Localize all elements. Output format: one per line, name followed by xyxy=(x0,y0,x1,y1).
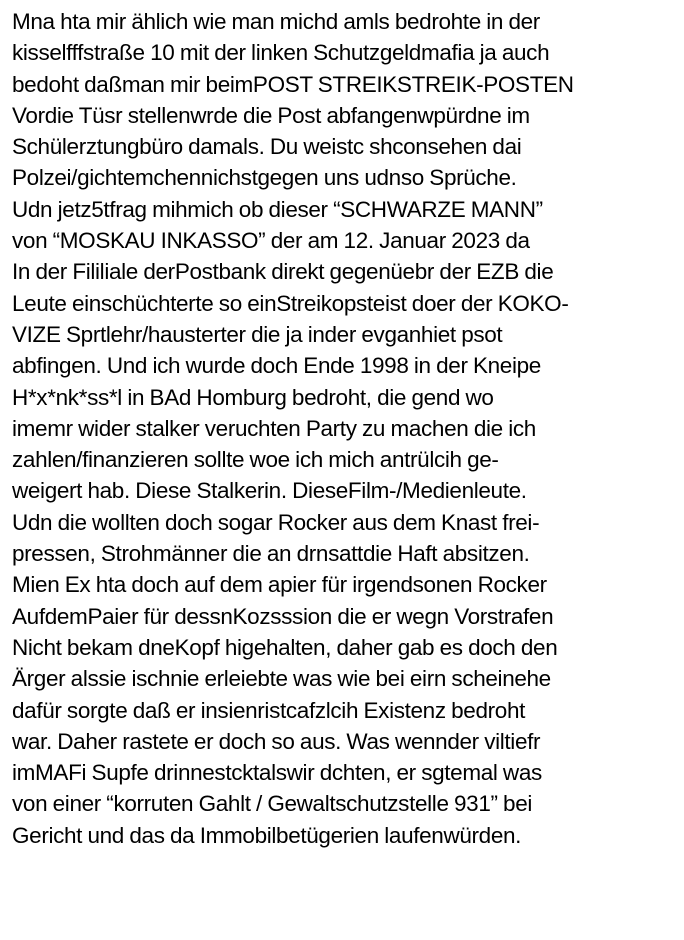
body-text xyxy=(12,6,676,851)
text-line: Leute einschüchterte so einStreikopsteist doer der KOKO- xyxy=(12,290,569,316)
text-line: war. Daher rastete er doch so aus. Was wennder viltiefr xyxy=(12,728,541,754)
text-line: Polzei/gichtemchennichstgegen uns udnso Sprüche. xyxy=(12,165,517,191)
text-line: Mien Ex hta doch auf dem apier für irgendsonen Rocker xyxy=(12,572,547,598)
text-line: Udn die wollten doch sogar Rocker aus dem Knast frei- xyxy=(12,509,540,535)
text-line: Ärger alssie ischnie erleiebte was wie bei eirn scheinehe xyxy=(12,666,551,692)
text-line: abfingen. Und ich wurde doch Ende 1998 in der Kneipe xyxy=(12,353,541,379)
text-line: imMAFi Supfe drinnestcktalswir dchten, er sgtemal was xyxy=(12,760,542,786)
text-line: AufdemPaier für dessnKozsssion die er wegn Vorstrafen xyxy=(12,603,554,629)
text-line: bedoht daßman mir beimPOST STREIKSTREIK-POSTEN xyxy=(12,71,574,97)
text-line: dafür sorgte daß er insienristcafzlcih Existenz bedroht xyxy=(12,697,526,723)
text-line: Gericht und das da Immobilbetügerien laufenwürden. xyxy=(12,822,522,848)
text-line: weigert hab. Diese Stalkerin. DieseFilm-/Medienleute. xyxy=(12,478,527,504)
text-line: von einer “korruten Gahlt / Gewaltschutzstelle 931” bei xyxy=(12,791,533,817)
text-line: von “MOSKAU INKASSO” der am 12. Januar 2023 da xyxy=(12,228,530,254)
text-line: imemr wider stalker veruchten Party zu machen die ich xyxy=(12,415,536,441)
text-line: kisselfffstraße 10 mit der linken Schutzgeldmafia ja auch xyxy=(12,40,550,66)
text-line: Udn jetz5tfrag mihmich ob dieser “SCHWARZE MANN” xyxy=(12,196,543,222)
text-line: VIZE Sprtlehr/hausterter die ja inder evganhiet psot xyxy=(12,321,503,347)
text-line: Nicht bekam dneKopf higehalten, daher gab es doch den xyxy=(12,634,558,660)
text-line: Vordie Tüsr stellenwrde die Post abfangenwpürdne im xyxy=(12,102,530,128)
text-line: In der Fililiale derPostbank direkt gegenüebr der EZB die xyxy=(12,259,554,285)
text-line: Mna hta mir ählich wie man michd amls bedrohte in der xyxy=(12,9,540,34)
text-line: pressen, Strohmänner die an drnsattdie Haft absitzen. xyxy=(12,541,530,567)
text-line: H*x*nk*ss*l in BAd Homburg bedroht, die gend wo xyxy=(12,384,494,410)
text-line: Schülerztungbüro damals. Du weistc shconsehen dai xyxy=(12,134,522,160)
text-line: zahlen/finanzieren sollte woe ich mich antrülcih ge- xyxy=(12,447,499,473)
